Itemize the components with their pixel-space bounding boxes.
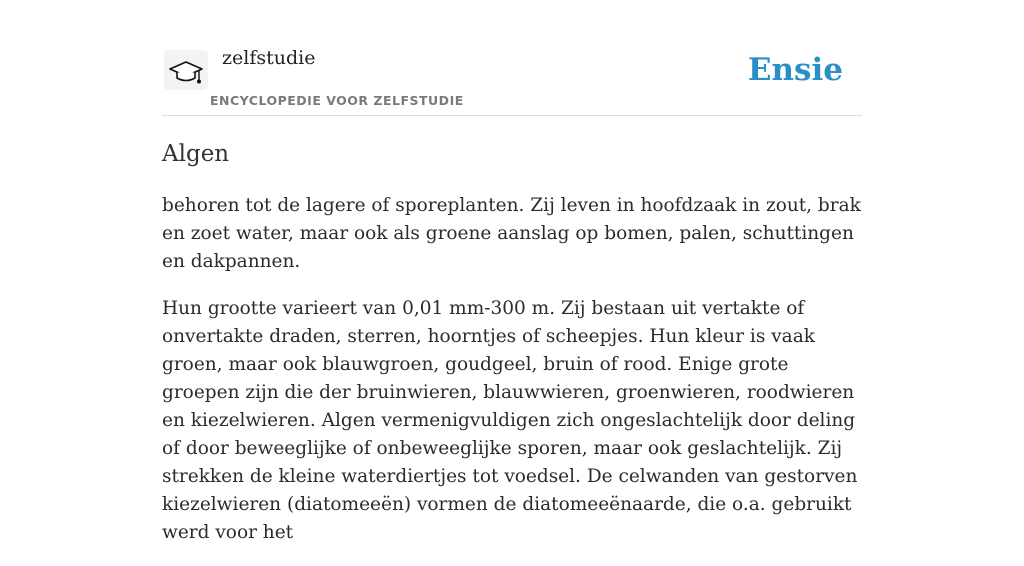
article-body bbox=[162, 192, 862, 566]
article-title: Algen bbox=[162, 141, 230, 167]
site-tagline: ENCYCLOPEDIE VOOR ZELFSTUDIE bbox=[210, 93, 464, 108]
article-paragraph: Hun grootte varieert van 0,01 mm-300 m. Zij bestaan uit vertakte of onvertakte draden, sterren, hoorntjes of scheepjes. Hun kleur is vaak groen, maar ook blauwgroen, goudgeel, bruin of rood. Enige grote groepen zijn die der bruinwieren, blauwwieren, groenwieren, roodwieren en kiezelwieren. Algen vermenigvuldigen zich ongeslachtelijk door deling of door beweeglijke of onbeweeglijke sporen, maar ook geslachtelijk. Zij strekken de kleine waterdiertjes tot voedsel. De celwanden van gestorven kiezelwieren (diatomeeën) vormen de diatomeeënaarde, die o.a. gebruikt werd voor het bbox=[162, 298, 858, 543]
ensie-logo-link[interactable]: Ensie bbox=[747, 52, 843, 88]
site-name[interactable]: zelfstudie bbox=[222, 47, 316, 69]
graduation-cap-icon[interactable] bbox=[164, 50, 208, 90]
site-header bbox=[162, 0, 862, 116]
article-paragraph: behoren tot de lagere of sporeplanten. Zij leven in hoofdzaak in zout, brak en zoet water, maar ook als groene aanslag op bomen, palen, schuttingen en dakpannen. bbox=[162, 195, 861, 272]
main-container bbox=[162, 0, 862, 543]
